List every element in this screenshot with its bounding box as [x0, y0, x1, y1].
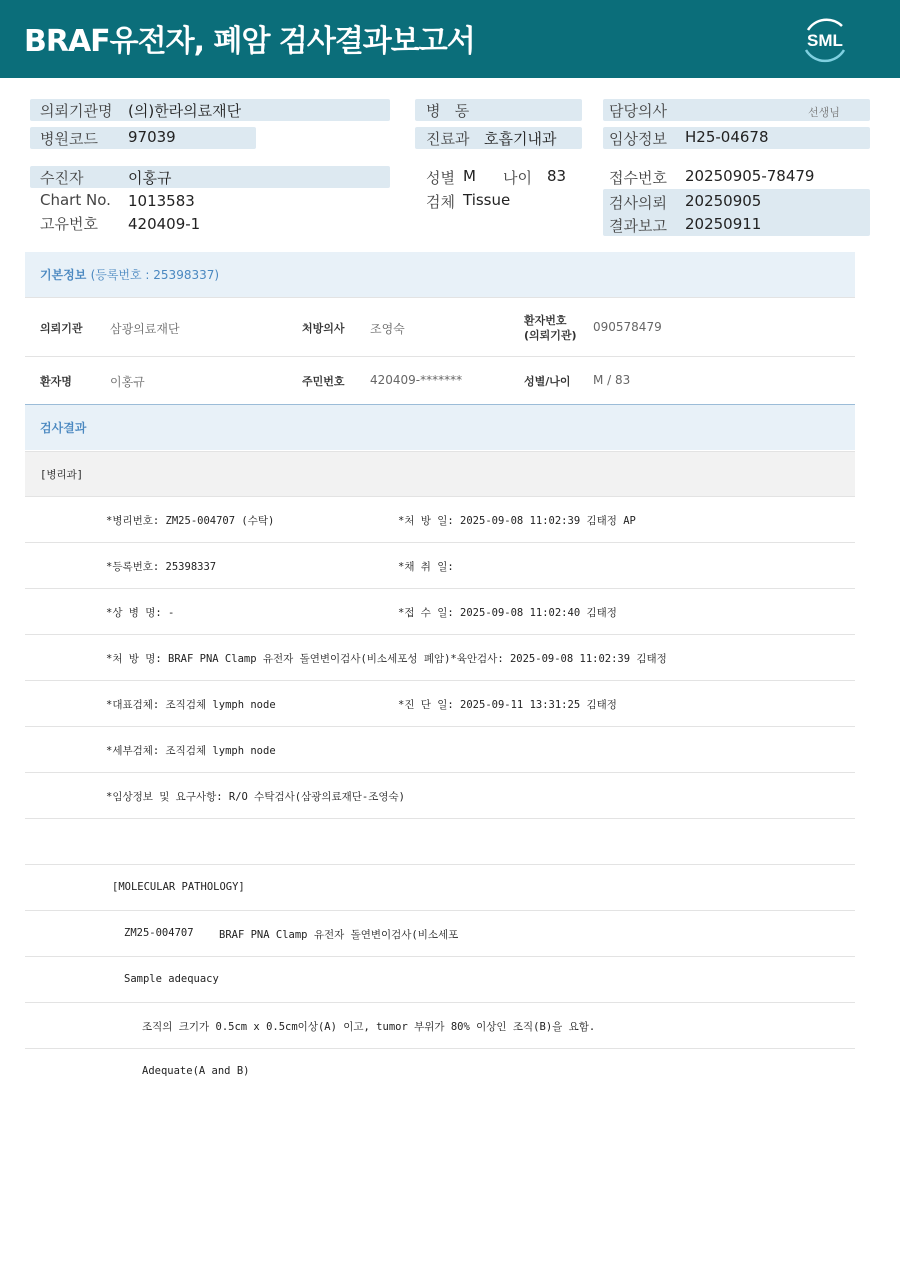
age-value: 83 [547, 167, 567, 185]
specimen-value: Tissue [463, 191, 511, 209]
result-line: *세부검체: 조직검체 lymph node [106, 745, 276, 757]
result-line: *처 방 명: BRAF PNA Clamp 유전자 돌연변이검사(비소세포성 폐암)*육안검사: 2025-09-08 11:02:39 김태정 [106, 653, 667, 665]
chart-label: Chart No. [40, 191, 111, 209]
divider [25, 772, 855, 773]
result-line: *진 단 일: 2025-09-11 13:31:25 김태정 [398, 699, 617, 711]
molecular-title: [MOLECULAR PATHOLOGY] [112, 881, 245, 893]
result-line: *처 방 일: 2025-09-08 11:02:39 김태정 AP [398, 515, 636, 527]
result-line: *임상정보 및 요구사항: R/O 수탁검사(삼광의료재단-조영숙) [106, 791, 406, 803]
divider [25, 910, 855, 911]
basic-label: 처방의사 [302, 322, 345, 335]
result-line: *접 수 일: 2025-09-08 11:02:40 김태정 [398, 607, 617, 619]
sex-label: 성별 [426, 169, 455, 187]
basic-value: 이홍규 [110, 375, 145, 389]
hospital-code-value: 97039 [128, 128, 176, 146]
divider [25, 680, 855, 681]
basic-value: 090578479 [593, 320, 662, 334]
basic-info-title: 기본정보 (등록번호 : 25398337) [40, 268, 220, 282]
basic-label: 주민번호 [302, 375, 345, 388]
institution-label: 의뢰기관명 [40, 102, 113, 120]
divider [25, 634, 855, 635]
department-label: 진료과 [426, 130, 470, 148]
divider [25, 726, 855, 727]
ward-label: 병 동 [426, 102, 470, 120]
department-value: 호흡기내과 [484, 130, 557, 148]
divider [25, 1002, 855, 1003]
divider [25, 588, 855, 589]
basic-value: 420409-******* [370, 373, 463, 387]
divider [25, 496, 855, 497]
logo-text: SML [807, 31, 843, 50]
molecular-id: ZM25-004707 [124, 927, 194, 939]
receipt-label: 접수번호 [609, 169, 667, 187]
result-line: *대표검체: 조직검체 lymph node [106, 699, 276, 711]
basic-value: M / 83 [593, 373, 631, 387]
unique-label: 고유번호 [40, 215, 98, 233]
molecular-test: BRAF PNA Clamp 유전자 돌연변이검사(비소세포 [219, 929, 459, 941]
adequacy-criteria: 조직의 크기가 0.5cm x 0.5cm이상(A) 이고, tumor 부위가 80% 이상인 조직(B)을 요함. [142, 1021, 596, 1033]
divider [25, 956, 855, 957]
patient-value: 이홍규 [128, 169, 172, 187]
report-value: 20250911 [685, 215, 762, 233]
result-line: *병리번호: ZM25-004707 (수탁) [106, 515, 275, 527]
result-line: *등록번호: 25398337 [106, 561, 217, 573]
adequacy-label: Sample adequacy [124, 973, 219, 985]
patient-pill [30, 166, 390, 188]
divider [25, 356, 855, 357]
result-line: *상 병 명: - [106, 607, 175, 619]
doctor-label: 담당의사 [609, 102, 667, 120]
divider [25, 818, 855, 819]
basic-label: 의뢰기관 [40, 322, 83, 335]
results-title: 검사결과 [40, 421, 87, 435]
divider [25, 297, 855, 298]
receipt-value: 20250905-78479 [685, 167, 815, 185]
results-bar [25, 405, 855, 450]
doctor-value: 선생님 [808, 106, 840, 119]
adequacy-result: Adequate(A and B) [142, 1065, 250, 1077]
report-label: 결과보고 [609, 217, 667, 235]
basic-label: 성별/나이 [524, 375, 571, 388]
hospital-code-label: 병원코드 [40, 130, 98, 148]
divider [25, 1048, 855, 1049]
sml-logo-icon [798, 12, 852, 66]
request-label: 검사의뢰 [609, 194, 667, 212]
section-band [25, 452, 855, 496]
basic-value: 조영숙 [370, 322, 405, 336]
unique-value: 420409-1 [128, 215, 201, 233]
sex-value: M [463, 167, 476, 185]
report-title: BRAF유전자, 폐암 검사결과보고서 [24, 24, 475, 59]
divider [25, 542, 855, 543]
clinical-label: 임상정보 [609, 130, 667, 148]
specimen-label: 검체 [426, 193, 455, 211]
clinical-value: H25-04678 [685, 128, 769, 146]
report-header [0, 0, 900, 78]
divider [25, 864, 855, 865]
age-label: 나이 [503, 169, 532, 187]
request-value: 20250905 [685, 192, 762, 210]
institution-value: (의)한라의료재단 [128, 102, 242, 120]
basic-label: 환자번호 (의뢰기관) [524, 314, 577, 342]
basic-value: 삼광의료재단 [110, 322, 180, 336]
basic-label: 환자명 [40, 375, 72, 388]
chart-value: 1013583 [128, 192, 195, 210]
patient-label: 수진자 [40, 169, 84, 187]
section-label: [병리과] [40, 469, 84, 481]
result-line: *채 취 일: [398, 561, 454, 573]
